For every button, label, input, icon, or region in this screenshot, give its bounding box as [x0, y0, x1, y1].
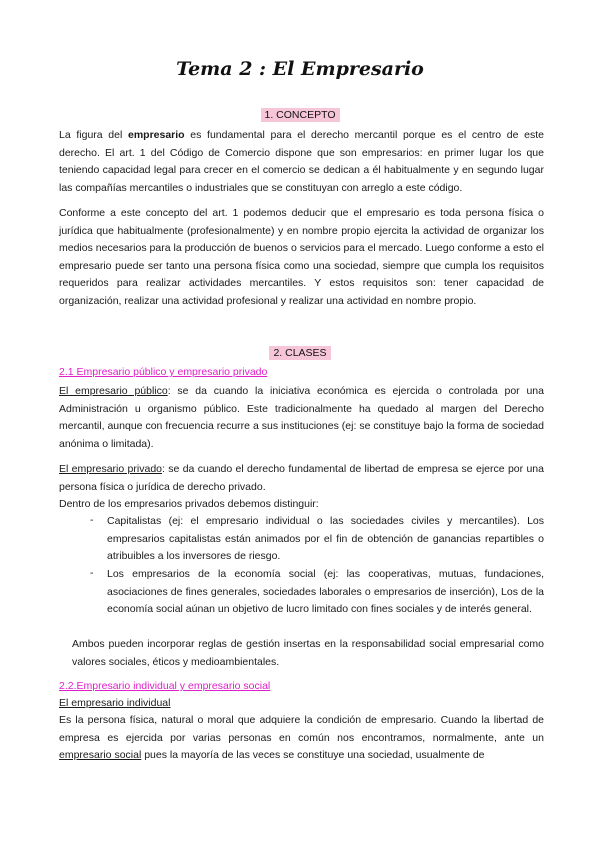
bold-empresario: empresario	[127, 129, 185, 141]
page-title: Tema 2 : El Empresario	[176, 58, 424, 80]
subheading-individual-social: 2.2.Empresario individual y empresario social	[59, 680, 271, 692]
bullet-economia-social: Los empresarios de la economía social (ej: las cooperativas, mutuas, fundaciones, asociaciones de fines generales, sociedades laborales o empresarios de inserción), Los de la economía social aúnan un objetivo de lucro limitado con fines sociales y de interés general.	[107, 568, 544, 615]
paragraph-privados-intro: Dentro de los empresarios privados debemos distinguir:	[59, 498, 319, 510]
bullet-dash: -	[90, 514, 94, 526]
paragraph-empresario-privado: El empresario privado: se da cuando el derecho fundamental de libertad de empresa se ejerce por una persona física o jurídica de derecho privado.	[59, 463, 544, 493]
label-empresario-individual: El empresario individual	[59, 697, 171, 709]
section-heading-clases: 2. CLASES	[0, 347, 600, 359]
bullet-capitalistas: Capitalistas (ej: el empresario individual o las sociedades civiles y mercantiles). Los empresarios capitalistas están animados por el fin de obtención de ganancias repartibles o atribuibles a los inversores de riesgo.	[107, 515, 544, 562]
section-heading-concepto: 1. CONCEPTO	[0, 109, 600, 121]
paragraph-concepto-2: Conforme a este concepto del art. 1 podemos deducir que el empresario es toda persona física o jurídica que habitualmente (profesionalmente) y en nombre propio ejercita la actividad de organizar los medios necesarios para la producción de buenos o servicios para el mercado. Luego conforme a esto el empresario puede ser tanto una persona física como una sociedad, siempre que cumpla los requisitos requeridos para realizar actividades mercantiles. Y estos requisitos son: tener capacidad de organización, realizar una actividad profesional y realizar una actividad en nombre propio.	[59, 207, 544, 307]
bullet-dash: -	[90, 567, 94, 579]
paragraph-concepto-1: La figura del empresario es fundamental para el derecho mercantil porque es el centro de este derecho. El art. 1 del Código de Comercio dispone que son empresarios: en primer lugar los que teniendo capacidad legal para crecer en el comercio se dedican a él habitualmente y en segundo lugar las compañías mercantiles o industriales que se constituyan con arreglo a este código.	[59, 129, 544, 194]
paragraph-empresario-publico: El empresario público: se da cuando la iniciativa económica es ejercida o controlada por una Administración u organismo público. Este tradicionalmente ha quedado al margen del Derecho mercantil, aunque con frecuencia recurre a sus instituciones (ej: se constituye bajo la forma de sociedad anónima o limitada).	[59, 385, 544, 450]
subheading-publico-privado: 2.1 Empresario público y empresario privado	[59, 366, 268, 378]
paragraph-ambos: Ambos pueden incorporar reglas de gestión insertas en la responsabilidad social empresarial como valores sociales, éticos y medioambientales.	[72, 638, 544, 668]
paragraph-empresario-individual: Es la persona física, natural o moral que adquiere la condición de empresario. Cuando la libertad de empresa es ejercida por varias personas en común nos encontramos, normalmente, ante un empresario social pues la mayoría de las veces se constituye una sociedad, usualmente de	[59, 714, 544, 761]
